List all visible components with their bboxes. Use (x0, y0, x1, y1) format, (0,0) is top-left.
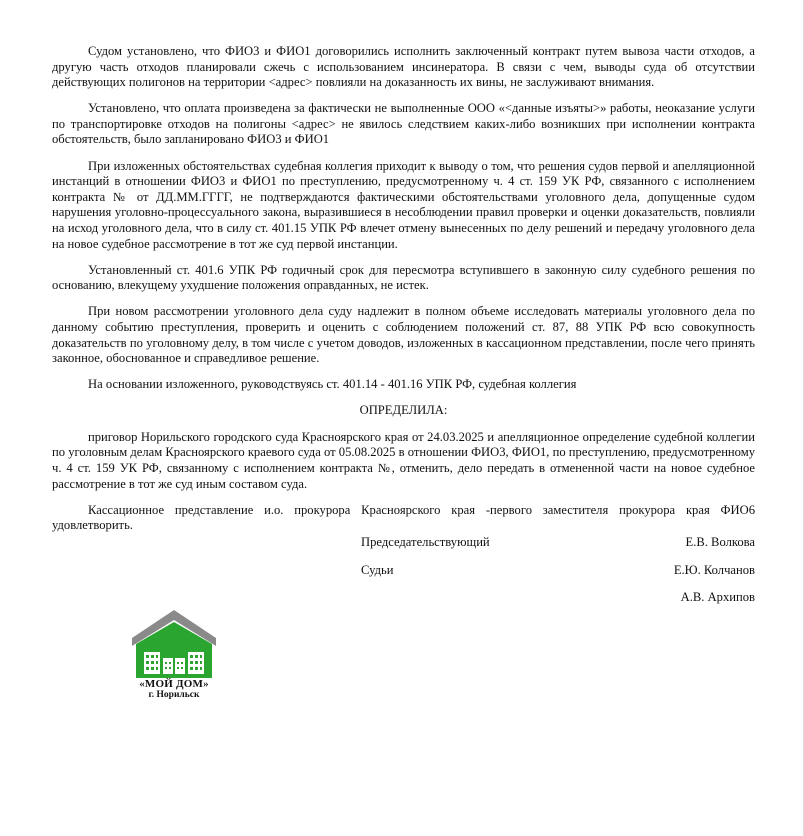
decision-paragraph: приговор Норильского городского суда Красноярского края от 24.03.2025 и апелляционное определение судебной коллегии по уголовным делам Красноярского краевого суда от 05.08.2025 в отношении ФИО3, ФИО1, по преступлению, предусмотренному ч. 4 ст. 159 УК РФ, связанному с исполнением контракта №, отменить, дело передать в отмененной части на новое судебное рассмотрение в тот же суд иным составом суда. (52, 429, 755, 491)
judge-name: А.В. Архипов (680, 590, 755, 604)
company-logo (130, 608, 218, 680)
paragraph: Судом установлено, что ФИО3 и ФИО1 договорились исполнить заключенный контракт путем вывоза части отходов, а другую часть отходов планировали сжечь с использованием инсинератора. В связи с чем, выводы суда об отсутствии действующих полигонов на территории <адрес> повлияли на доказанность их вины, не заслуживают внимания. (52, 44, 755, 90)
paragraph: На основании изложенного, руководствуясь ст. 401.14 - 401.16 УПК РФ, судебная коллегия (88, 377, 577, 392)
logo-subtitle: г. Норильск (148, 690, 200, 700)
paragraph: При новом рассмотрении уголовного дела суду надлежит в полном объеме исследовать материалы уголовного дела по данному событию преступления, проверить и оценить с соблюдением положений ст. 87, 88 УПК РФ всю совокупность доказательств по уголовному делу, в том числе с учетом доводов, изложенных в кассационном представлении, после чего принять законное, обоснованное и справедливое решение. (52, 304, 755, 366)
chair-name: Е.В. Волкова (685, 535, 755, 549)
decision-paragraph: Кассационное представление и.о. прокурора Красноярского края -первого заместителя прокурора края ФИО6 удовлетворить. (52, 502, 755, 533)
chair-label: Председательствующий (361, 535, 490, 549)
logo-title: «МОЙ ДОМ» (139, 678, 209, 690)
paragraph: Установленный ст. 401.6 УПК РФ годичный срок для пересмотра вступившего в законную силу судебного решения по основанию, влекущему ухудшение положения оправданных, не истек. (52, 262, 755, 293)
house-logo-icon (130, 608, 218, 680)
judges-label: Судьи (361, 563, 394, 577)
judge-name: Е.Ю. Колчанов (673, 563, 755, 577)
paragraph: Установлено, что оплата произведена за фактически не выполненные ООО «<данные изъяты>» работы, неоказание услуги по транспортировке отходов на полигоны <адрес> не явилось следствием каких-либо возникших при исполнении контракта обстоятельств, было запланировано ФИО3 и ФИО1 (52, 101, 755, 147)
paragraph: При изложенных обстоятельствах судебная коллегия приходит к выводу о том, что решения судов первой и апелляционной инстанций в отношении ФИО3 и ФИО1 по преступлению, предусмотренному ч. 4 ст. 159 УК РФ, связанного с исполнением контракта № от ДД.ММ.ГГГГ, не подтверждаются фактическими обстоятельствами уголовного дела, допущенные судом нарушения уголовно-процессуального закона, выразившиеся в несоблюдении правил проверки и оценки доказательств, повлияли на исход уголовного дела, что в силу ст. 401.15 УПК РФ влечет отмену вынесенных по делу решений и передачу уголовного дела на новое судебное рассмотрение в тот же суд первой инстанции. (52, 158, 755, 251)
document-body (52, 44, 755, 544)
decision-heading: ОПРЕДЕЛИЛА: (359, 403, 448, 418)
